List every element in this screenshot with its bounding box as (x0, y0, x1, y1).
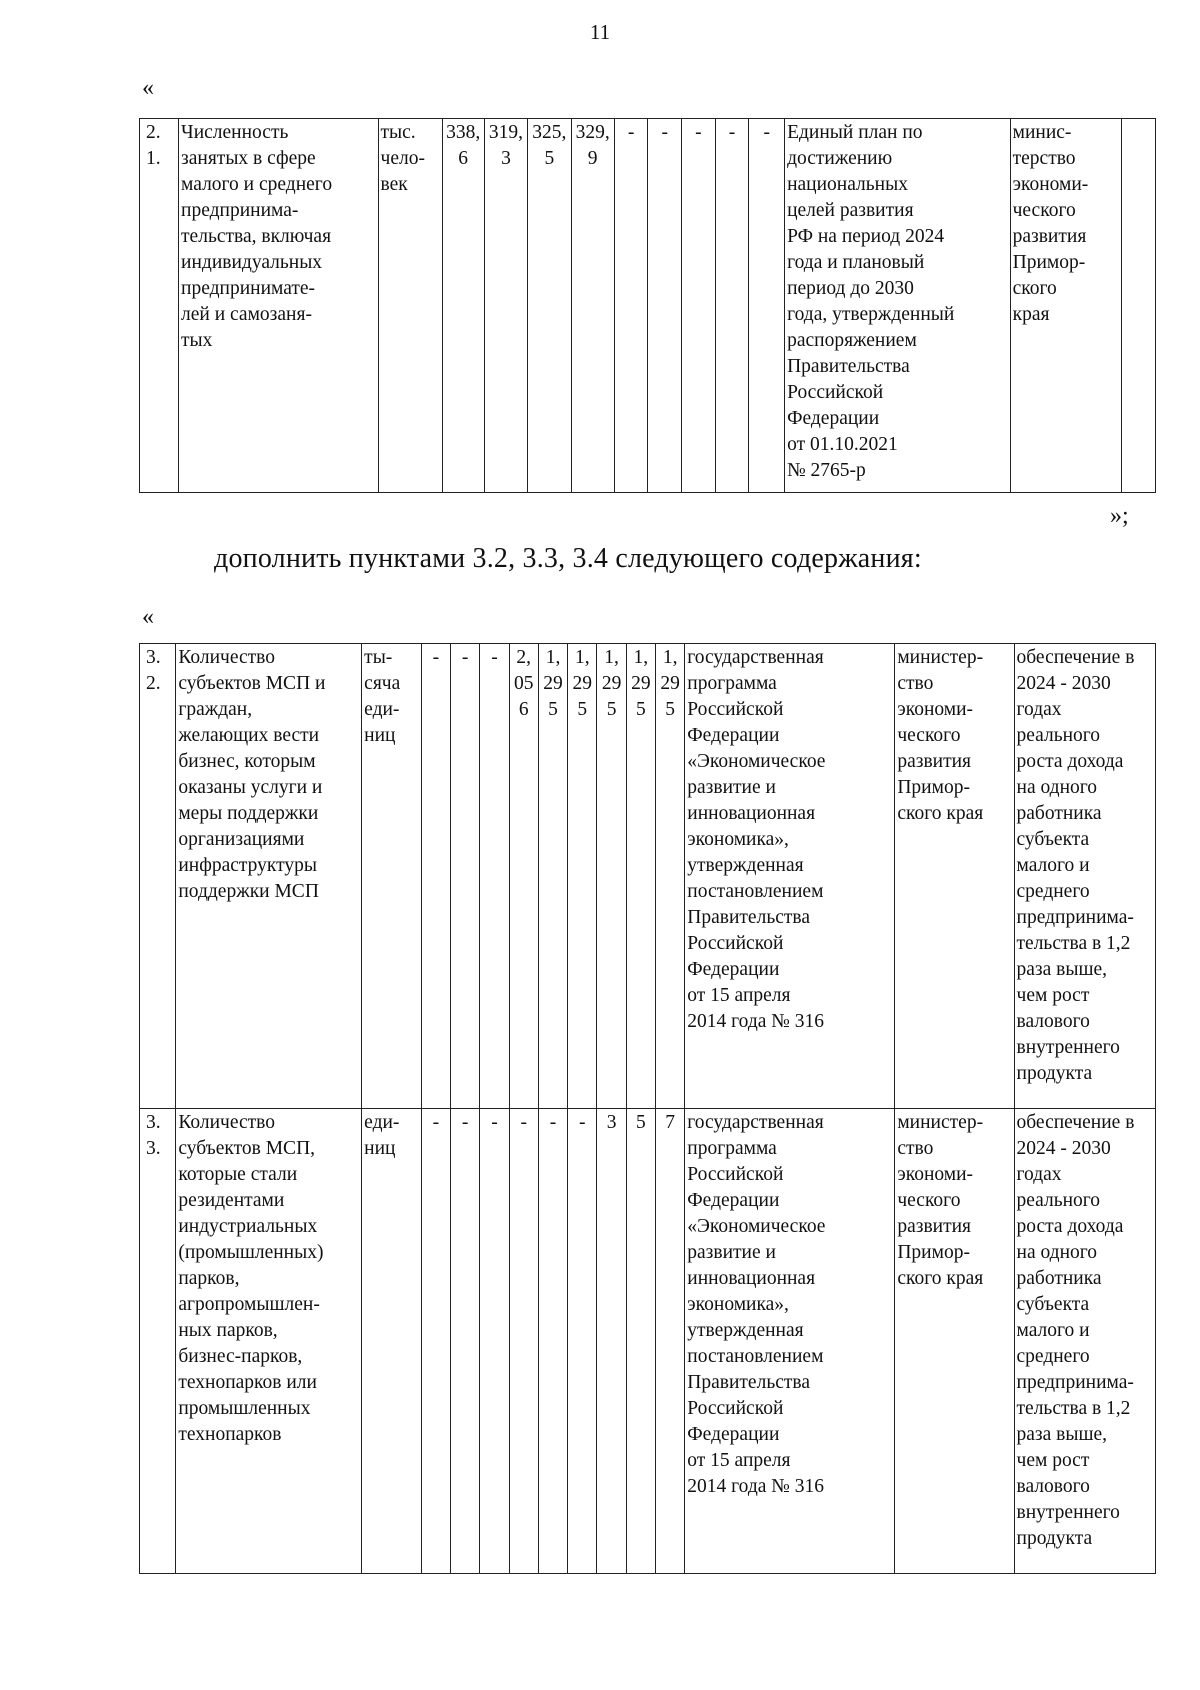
closing-quote: »; (1110, 503, 1129, 529)
amendment-instruction: дополнить пунктами 3.2, 3.3, 3.4 следующего содержания: (214, 543, 922, 574)
indicator-table-additions (139, 643, 1156, 1574)
indicator-table-continued (139, 118, 1156, 493)
value-cell: - (749, 119, 785, 493)
value-cell: 1, 29 5 (597, 644, 626, 1109)
goal-cell: обеспечение в 2024 - 2030 годах реального роста дохода на одного работника субъекта малого и среднего предпринима- тельства в 1,2 раза выше, чем рост валового внутреннего продукта (1014, 644, 1155, 1109)
empty-cell (1122, 119, 1156, 493)
responsible-body: министер- ство экономи- ческого развития Примор- ского края (895, 644, 1014, 1109)
value-cell: - (451, 644, 480, 1109)
value-cell: - (421, 644, 450, 1109)
value-cell: 7 (656, 1109, 685, 1574)
row-index: 2. 1. (140, 119, 179, 493)
table-row (140, 119, 1156, 493)
source-document: Единый план по достижению национальных целей развития РФ на период 2024 года и плановый период до 2030 года, утвержденный распоряжением Правительства Российской Федерации от 01.10.2021 № 2765-р (785, 119, 1011, 493)
indicator-name: Количество субъектов МСП, которые стали резидентами индустриальных (промышленных) парков, агропромышлен- ных парков, бизнес-парков, технопарков или промышленных технопарков (176, 1109, 362, 1574)
value-cell: - (421, 1109, 450, 1574)
indicator-name: Численность занятых в сфере малого и среднего предпринима- тельства, включая индивидуальных предпринимате- лей и самозаня- тых (179, 119, 379, 493)
value-cell: 329, 9 (571, 119, 614, 493)
value-cell: - (715, 119, 749, 493)
table-row (140, 644, 1156, 1109)
page-number: 11 (589, 20, 611, 44)
value-cell: 1, 29 5 (568, 644, 597, 1109)
indicator-name: Количество субъектов МСП и граждан, желающих вести бизнес, которым оказаны услуги и меры поддержки организациями инфраструктуры поддержки МСП (176, 644, 362, 1109)
value-cell: - (480, 1109, 509, 1574)
responsible-body: министер- ство экономи- ческого развития Примор- ского края (895, 1109, 1014, 1574)
source-document: государственная программа Российской Федерации «Экономическое развитие и инновационная экономика», утвержденная постановлением Правительства Российской Федерации от 15 апреля 2014 года № 316 (685, 644, 895, 1109)
goal-cell: обеспечение в 2024 - 2030 годах реального роста дохода на одного работника субъекта малого и среднего предпринима- тельства в 1,2 раза выше, чем рост валового внутреннего продукта (1014, 1109, 1155, 1574)
value-cell: 325, 5 (528, 119, 571, 493)
value-cell: - (682, 119, 716, 493)
value-cell: 338, 6 (442, 119, 484, 493)
value-cell: 3 (597, 1109, 626, 1574)
opening-quote: « (142, 604, 154, 630)
value-cell: 1, 29 5 (626, 644, 655, 1109)
value-cell: - (451, 1109, 480, 1574)
table-row (140, 1109, 1156, 1574)
value-cell: - (568, 1109, 597, 1574)
row-index: 3. 2. (140, 644, 176, 1109)
value-cell: - (509, 1109, 538, 1574)
row-index: 3. 3. (140, 1109, 176, 1574)
value-cell: - (614, 119, 648, 493)
value-cell: 319, 3 (484, 119, 527, 493)
value-cell: 1, 29 5 (656, 644, 685, 1109)
value-cell: 1, 29 5 (538, 644, 567, 1109)
unit-cell: еди- ниц (362, 1109, 422, 1574)
unit-cell: тыс. чело- век (378, 119, 442, 493)
source-document: государственная программа Российской Федерации «Экономическое развитие и инновационная экономика», утвержденная постановлением Правительства Российской Федерации от 15 апреля 2014 года № 316 (685, 1109, 895, 1574)
value-cell: - (648, 119, 682, 493)
value-cell: - (538, 1109, 567, 1574)
responsible-body: минис- терство экономи- ческого развития Примор- ского края (1010, 119, 1122, 493)
value-cell: 5 (626, 1109, 655, 1574)
opening-quote: « (142, 75, 154, 101)
value-cell: - (480, 644, 509, 1109)
value-cell: 2, 05 6 (509, 644, 538, 1109)
unit-cell: ты- сяча еди- ниц (362, 644, 422, 1109)
